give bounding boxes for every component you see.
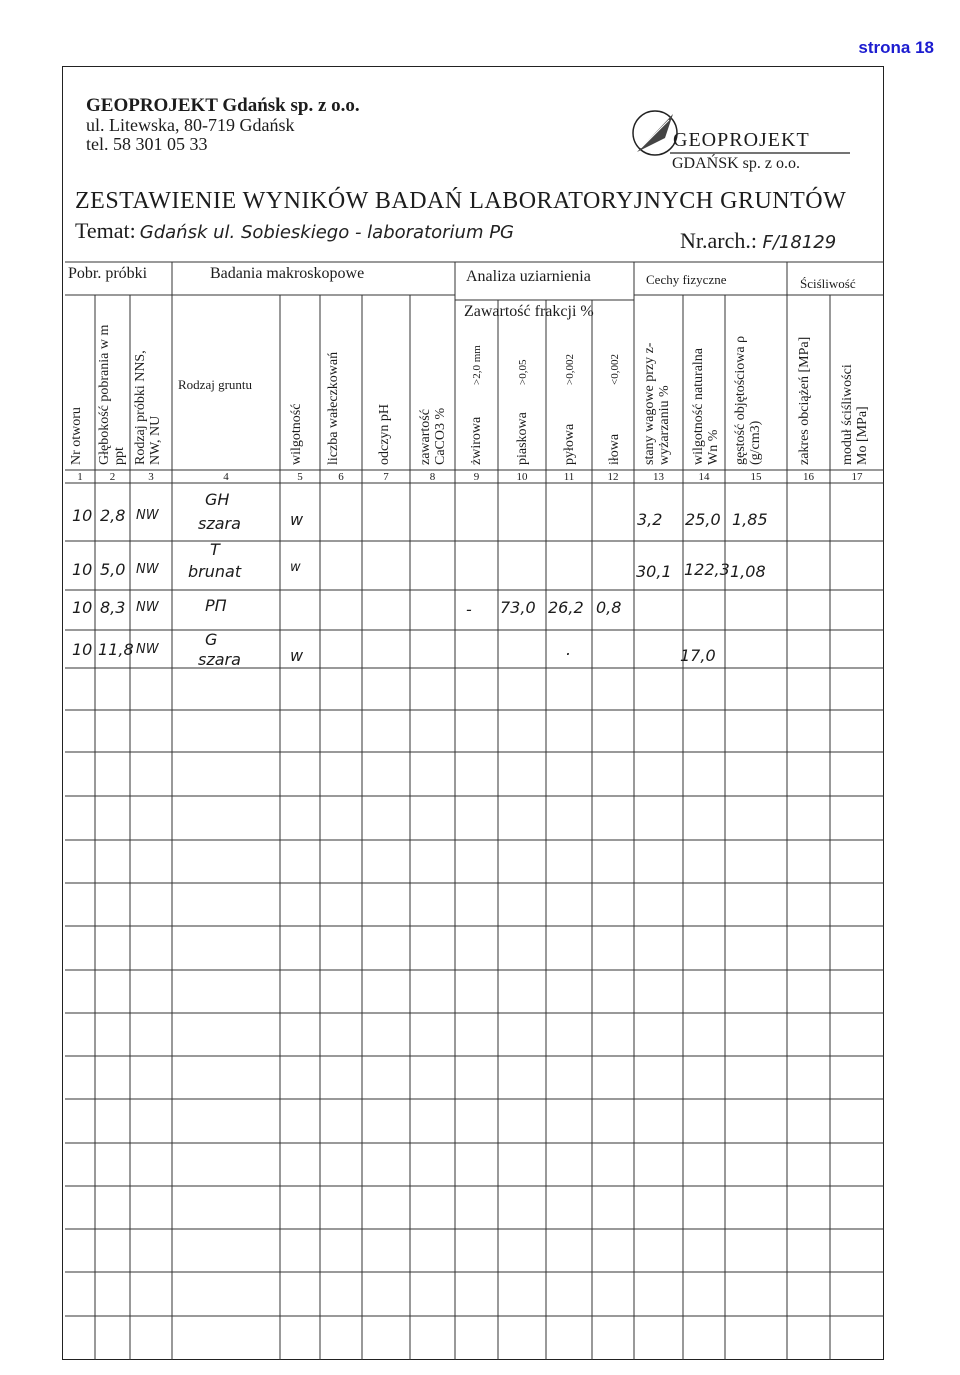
cell-rodzaj: NW bbox=[136, 562, 159, 577]
logo-subtitle: GDAŃSK sp. z o.o. bbox=[672, 155, 800, 172]
cell-grunt: GH bbox=[205, 490, 230, 509]
col-header-liczba: liczba wałeczkowań bbox=[326, 351, 341, 465]
cell-pyl: . bbox=[566, 640, 572, 659]
cell-wilgotnosc: w bbox=[290, 646, 304, 665]
cell-rodzaj: NW bbox=[136, 600, 159, 615]
cell-pyl: 26,2 bbox=[548, 598, 584, 617]
cell-grunt: G bbox=[205, 630, 218, 649]
cell-grunt-barwa: brunat bbox=[188, 562, 242, 581]
col-header-wn: wilgotność naturalna Wn % bbox=[691, 347, 722, 465]
cell-stany: 3,2 bbox=[637, 510, 663, 529]
group-makro: Badania makroskopowe bbox=[210, 265, 365, 282]
group-pobr: Pobr. próbki bbox=[68, 265, 148, 282]
page-number: strona 18 bbox=[858, 38, 934, 57]
cell-glebokosc: 11,8 bbox=[98, 640, 134, 659]
logo-text: GEOPROJEKT bbox=[673, 129, 810, 151]
col-header-pylowa: pyłowa bbox=[562, 423, 577, 465]
archive-number bbox=[680, 228, 836, 254]
cell-glebokosc: 8,3 bbox=[100, 598, 126, 617]
cell-rodzaj: NW bbox=[136, 508, 159, 523]
cell-nr: 10 bbox=[72, 560, 93, 579]
col-header-zwirowa: żwirowa bbox=[469, 416, 484, 465]
cell-grunt: PΠ bbox=[205, 596, 227, 615]
cell-rodzaj: NW bbox=[136, 642, 159, 657]
cell-gestosc: 1,08 bbox=[730, 562, 766, 581]
col-header-rodzaj-probki: Rodzaj próbki NNS, NW, NU bbox=[133, 350, 164, 465]
col-sub-pylowa: >0,002 bbox=[564, 354, 576, 385]
col-num: 15 bbox=[750, 471, 762, 483]
cell-nr: 10 bbox=[72, 640, 93, 659]
cell-glebokosc: 5,0 bbox=[100, 560, 126, 579]
col-num: 11 bbox=[563, 471, 575, 483]
col-num: 16 bbox=[803, 471, 814, 483]
temat-line bbox=[75, 218, 514, 244]
col-sub-zwirowa: >2,0 mm bbox=[471, 345, 483, 385]
cell-glebokosc: 2,8 bbox=[100, 506, 126, 525]
col-num: 6 bbox=[338, 471, 344, 483]
cell-wn: 17,0 bbox=[680, 646, 716, 665]
col-num: 9 bbox=[473, 471, 480, 483]
company-address: ul. Litewska, 80-719 Gdańsk bbox=[86, 114, 295, 135]
form-frame bbox=[62, 66, 884, 1360]
col-num: 8 bbox=[429, 471, 436, 483]
cell-nr: 10 bbox=[72, 598, 93, 617]
cell-wilgotnosc: w bbox=[290, 510, 304, 529]
col-num: 17 bbox=[851, 471, 863, 483]
col-num: 5 bbox=[297, 471, 303, 483]
col-header-modul: moduł ściśliwości Mo [MPa] bbox=[840, 364, 871, 465]
cell-grunt-barwa: szara bbox=[198, 650, 241, 669]
col-num: 14 bbox=[698, 471, 710, 483]
cell-wn: 122,3 bbox=[684, 560, 730, 579]
company-phone: tel. 58 301 05 33 bbox=[86, 133, 208, 154]
cell-zwir: - bbox=[466, 600, 472, 619]
cell-stany: 30,1 bbox=[636, 562, 672, 581]
col-header-piaskowa: piaskowa bbox=[515, 412, 530, 465]
company-name: GEOPROJEKT Gdańsk sp. z o.o. bbox=[86, 95, 360, 116]
temat-value: Gdańsk ul. Sobieskiego - laboratorium PG bbox=[139, 222, 515, 243]
col-num: 7 bbox=[383, 471, 389, 483]
col-header-odczyn: odczyn pH bbox=[377, 403, 392, 465]
group-zawartosc: Zawartość frakcji % bbox=[464, 303, 594, 320]
col-header-zakres: zakres obciążeń [MPa] bbox=[797, 336, 812, 465]
col-sub-piaskowa: >0,05 bbox=[517, 359, 529, 385]
col-num: 4 bbox=[223, 471, 229, 483]
col-num: 1 bbox=[77, 471, 83, 483]
arch-label: Nr.arch.: bbox=[680, 228, 757, 253]
col-header-gestosc: gęstość objętościowa ρ (g/cm3) bbox=[733, 335, 764, 465]
cell-wn: 25,0 bbox=[685, 510, 721, 529]
cell-piask: 73,0 bbox=[500, 598, 536, 617]
col-num: 13 bbox=[653, 471, 664, 483]
cell-nr: 10 bbox=[72, 506, 93, 525]
temat-label: Temat: bbox=[75, 218, 136, 243]
col-header-rodzaj-gruntu: Rodzaj gruntu bbox=[178, 377, 253, 392]
cell-grunt-barwa: szara bbox=[198, 514, 241, 533]
arch-value: F/18129 bbox=[762, 232, 837, 253]
cell-wilgotnosc: w bbox=[290, 560, 301, 575]
cell-grunt: T bbox=[210, 540, 220, 559]
col-sub-ilowa: <0,002 bbox=[609, 354, 621, 385]
group-analiza: Analiza uziarnienia bbox=[466, 268, 591, 285]
col-header-glebokosc: Głębokość pobrania w m ppt bbox=[97, 324, 128, 465]
cell-gestosc: 1,85 bbox=[732, 510, 768, 529]
col-header-nr: Nr otworu bbox=[69, 407, 84, 465]
col-header-caco3: zawartość CaCO3 % bbox=[418, 407, 449, 465]
group-scisliwosc: Ściśliwość bbox=[800, 276, 856, 291]
col-header-wilgotnosc: wilgotność bbox=[289, 403, 304, 465]
company-header bbox=[86, 96, 360, 154]
col-num: 2 bbox=[109, 471, 116, 483]
col-header-stany: stany wagowe przy z-wyżarzaniu % bbox=[642, 342, 673, 465]
col-num: 3 bbox=[148, 471, 154, 483]
group-cechy: Cechy fizyczne bbox=[646, 272, 727, 287]
cell-il: 0,8 bbox=[596, 598, 622, 617]
col-num: 10 bbox=[516, 471, 528, 483]
document-title: ZESTAWIENIE WYNIKÓW BADAŃ LABORATORYJNYCH GRUNTÓW bbox=[75, 188, 847, 214]
col-num: 12 bbox=[607, 471, 619, 483]
col-header-ilowa: iłowa bbox=[607, 433, 622, 465]
